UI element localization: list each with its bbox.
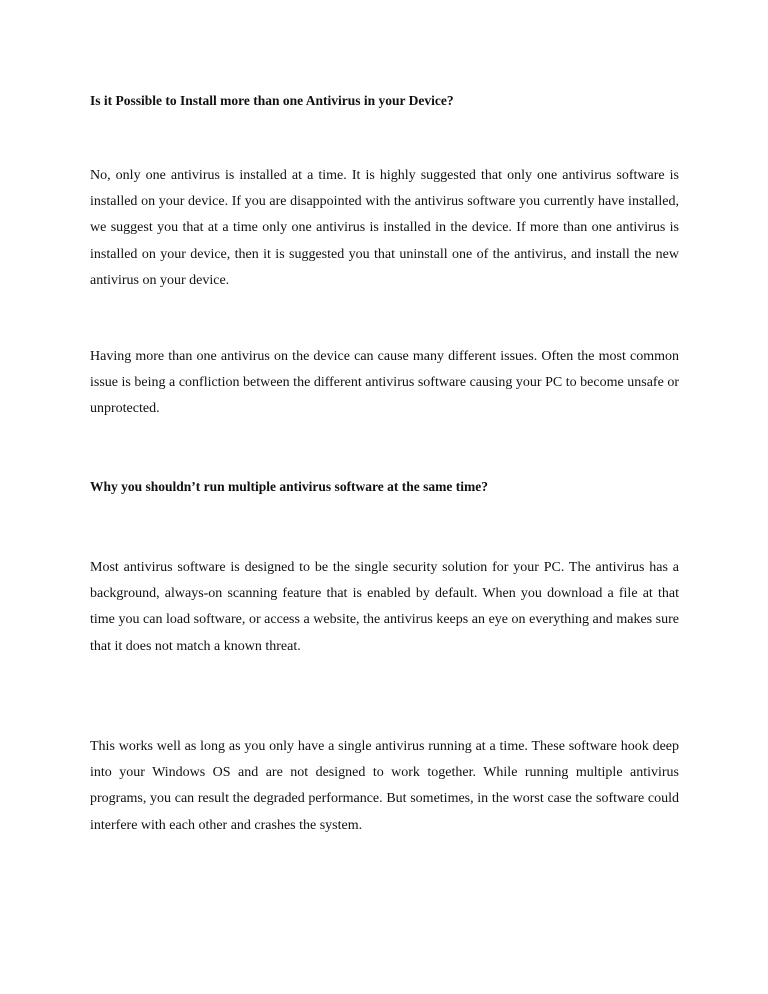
- paragraph-issues: Having more than one antivirus on the device can cause many different issues. Often the most common issue is being a confliction between the different antivirus software causing your PC to become unsafe or unprotected.: [90, 349, 679, 417]
- section-heading-install-multiple: Is it Possible to Install more than one Antivirus in your Device?: [90, 93, 454, 108]
- paragraph-only-one-antivirus: No, only one antivirus is installed at a time. It is highly suggested that only one antivirus software is installed on your device. If you are disappointed with the antivirus software you currently have installed, we suggest you that at a time only one antivirus is installed in the device. If more than one antivirus is installed on your device, then it is suggested you that uninstall one of the antivirus, and install the new antivirus on your device.: [90, 168, 679, 288]
- paragraph-single-security-solution: Most antivirus software is designed to be the single security solution for your PC. The antivirus has a background, always-on scanning feature that is enabled by default. When you download a file at that time you can load software, or access a website, the antivirus keeps an eye on everything and makes sure that it does not match a known threat.: [90, 560, 679, 654]
- paragraph-works-well: This works well as long as you only have a single antivirus running at a time. These software hook deep into your Windows OS and are not designed to work together. While running multiple antivirus programs, you can result the degraded performance. But sometimes, in the worst case the software could interfere with each other and crashes the system.: [90, 739, 679, 833]
- section-heading-why-not-multiple: Why you shouldn’t run multiple antivirus software at the same time?: [90, 479, 489, 494]
